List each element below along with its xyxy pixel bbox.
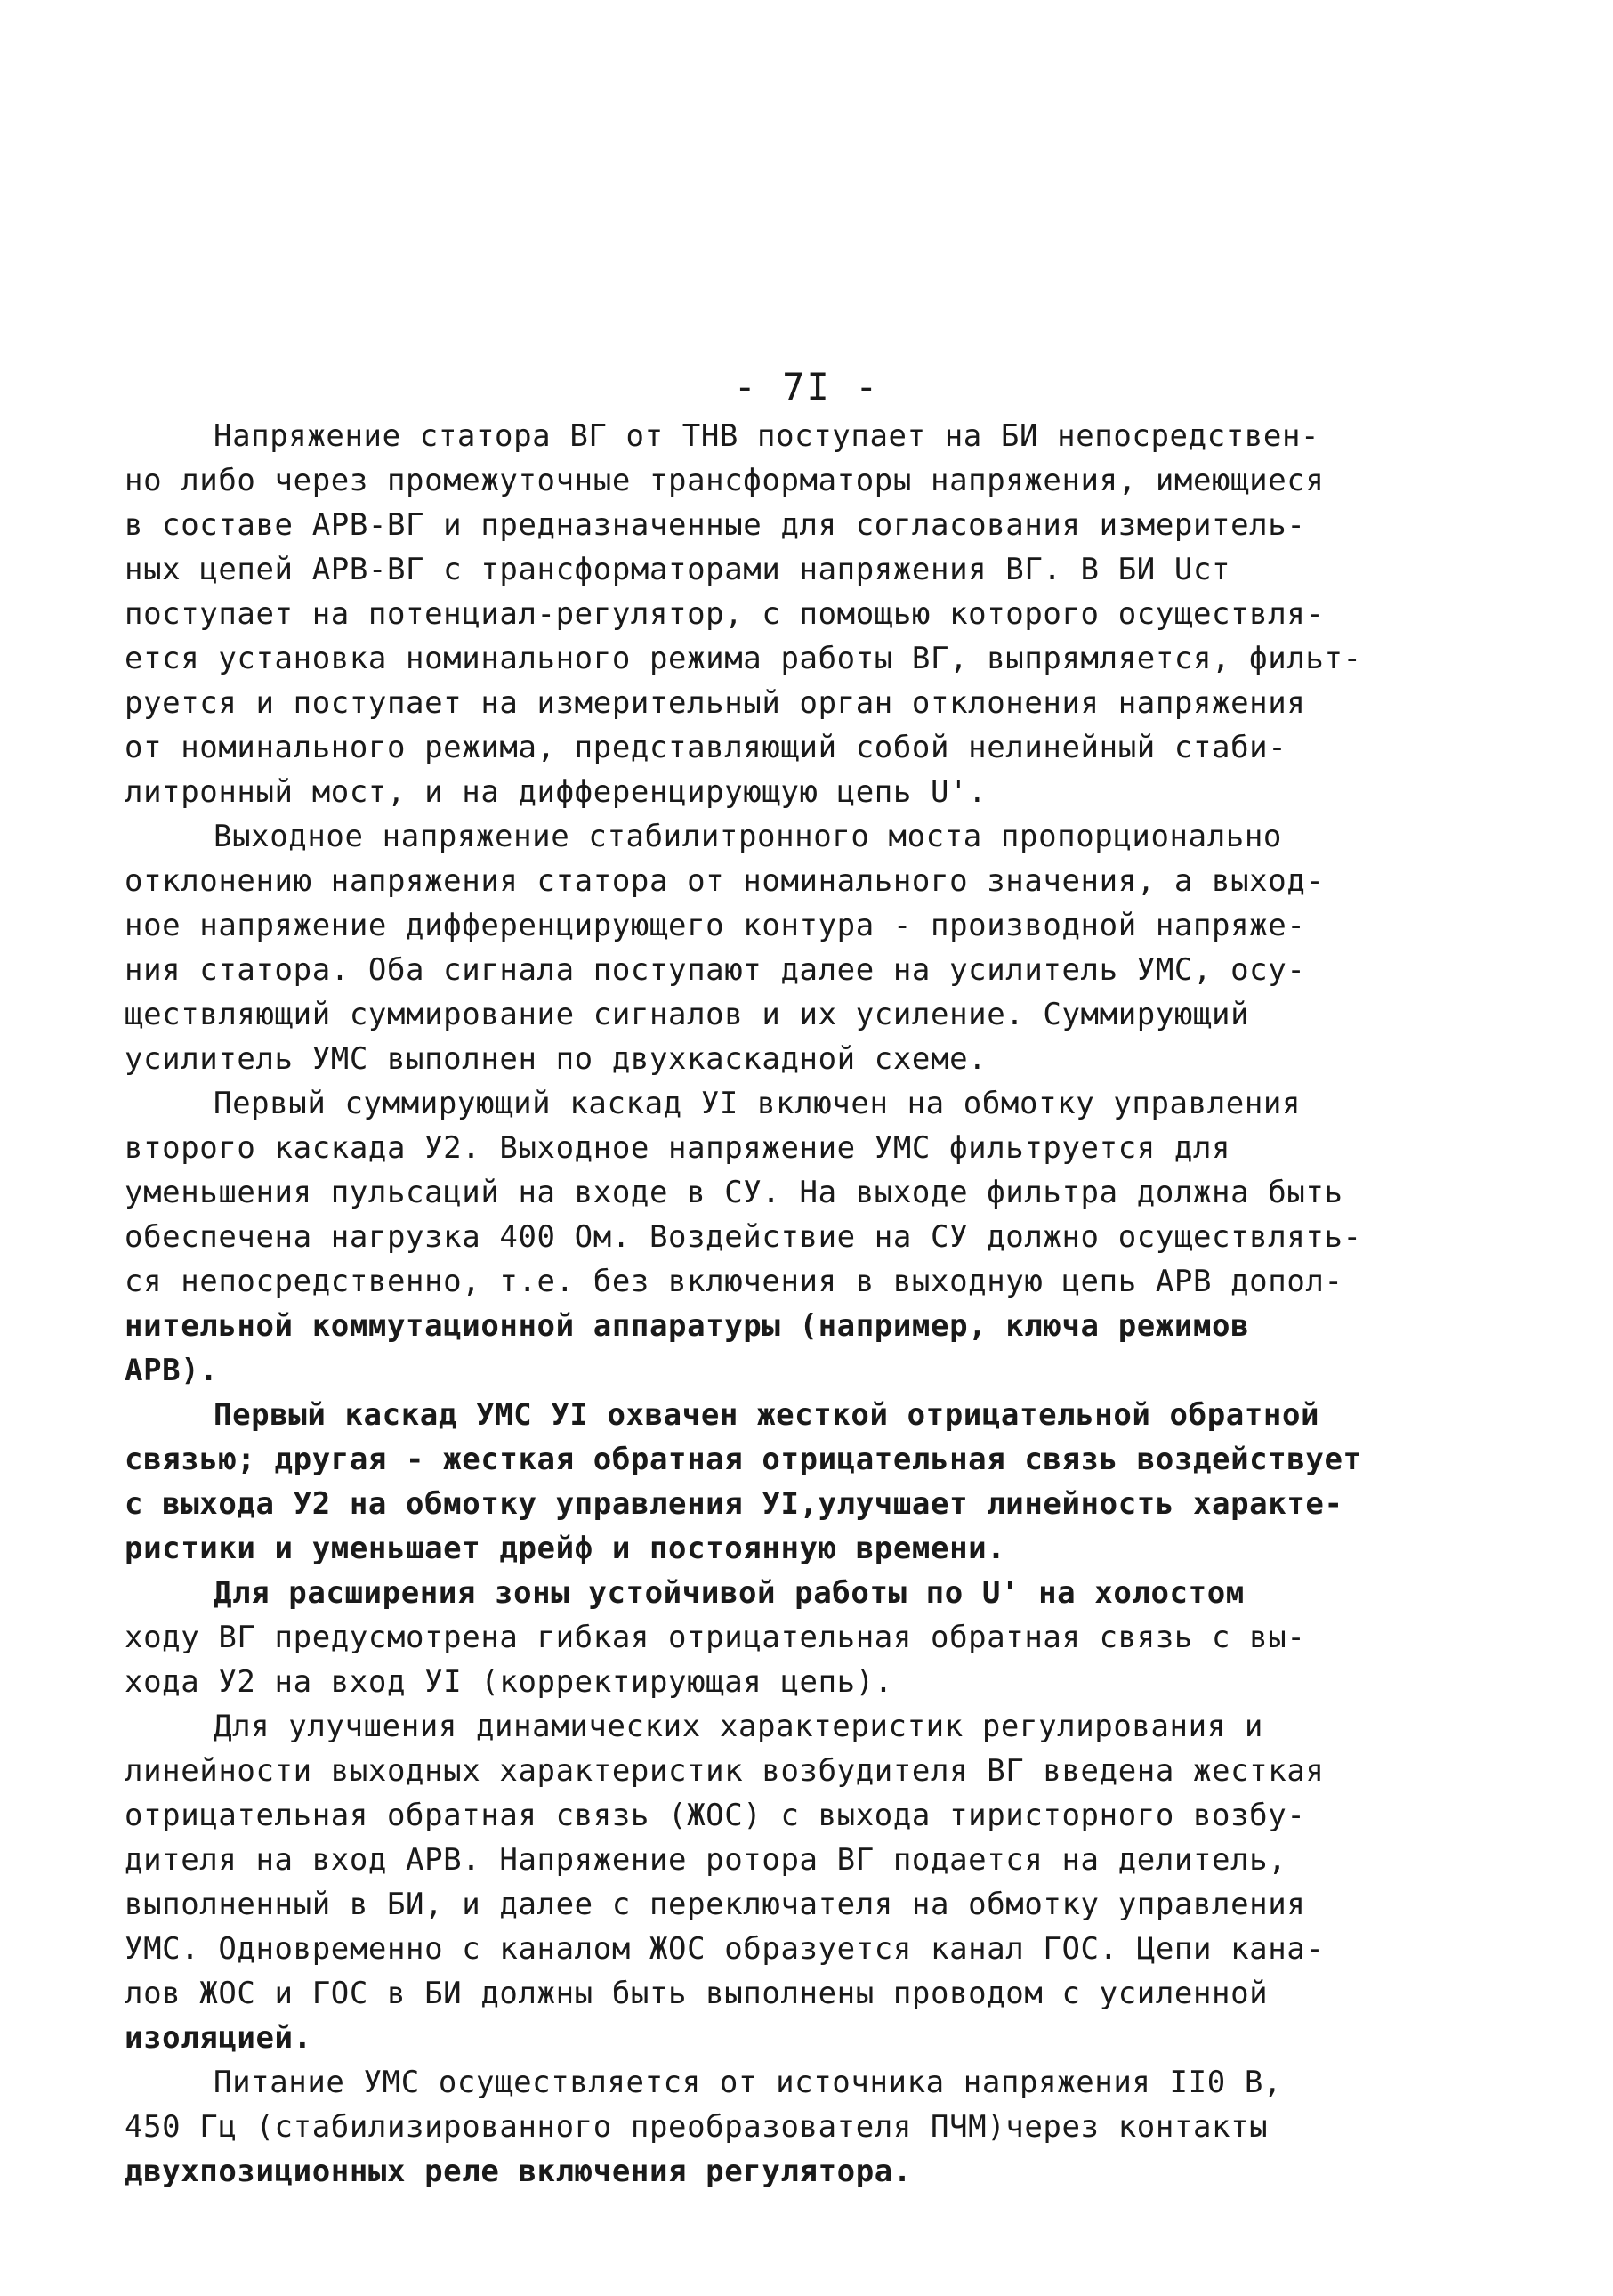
text-line: ется установка номинального режима работы ВГ, выпрямляется, фильт- xyxy=(125,641,1362,676)
document-body xyxy=(125,414,1370,2194)
text-line: обеспечена нагрузка 400 Ом. Воздействие на СУ должно осуществлять- xyxy=(125,1219,1362,1255)
text-line: ное напряжение дифференцирующего контура - производной напряже- xyxy=(125,908,1306,943)
text-line: Напряжение статора ВГ от ТНВ поступает на БИ непосредствен- xyxy=(214,418,1320,454)
text-line: Первый каскад УМС УI охвачен жесткой отрицательной обратной xyxy=(214,1397,1320,1433)
paragraph-4 xyxy=(125,1393,1370,1571)
text-line: Первый суммирующий каскад УI включен на обмотку управления xyxy=(214,1086,1302,1121)
text-line: уменьшения пульсаций на входе в СУ. На выходе фильтра должна быть xyxy=(125,1175,1343,1210)
text-line: ния статора. Оба сигнала поступают далее на усилитель УМС, осу- xyxy=(125,952,1306,988)
text-line: от номинального режима, представляющий собой нелинейный стаби- xyxy=(125,730,1287,765)
text-line: усилитель УМС выполнен по двухкаскадной схеме. xyxy=(125,1041,988,1077)
text-line: нительной коммутационной аппаратуры (например, ключа режимов xyxy=(125,1308,1250,1344)
text-line: ных цепей АРВ-ВГ с трансформаторами напряжения ВГ. В БИ Uст xyxy=(125,552,1231,587)
text-line: Для улучшения динамических характеристик регулирования и xyxy=(214,1709,1263,1744)
text-line: с выхода У2 на обмотку управления УI,улучшает линейность характе- xyxy=(125,1486,1343,1522)
text-line: АРВ). xyxy=(125,1353,219,1388)
text-line: связью; другая - жесткая обратная отрицательная связь воздействует xyxy=(125,1442,1362,1477)
text-line: ся непосредственно, т.е. без включения в выходную цепь АРВ допол- xyxy=(125,1264,1343,1299)
text-line: второго каскада У2. Выходное напряжение УМС фильтруется для xyxy=(125,1130,1231,1166)
text-line: УМС. Одновременно с каналом ЖОС образуется канал ГОС. Цепи кана- xyxy=(125,1931,1325,1967)
text-line: Питание УМС осуществляется от источника напряжения II0 В, xyxy=(214,2065,1282,2100)
text-line: дителя на вход АРВ. Напряжение ротора ВГ подается на делитель, xyxy=(125,1842,1287,1878)
text-line: в составе АРВ-ВГ и предназначенные для согласования измеритель- xyxy=(125,507,1306,543)
paragraph-2 xyxy=(125,814,1370,1081)
text-line: отклонению напряжения статора от номинального значения, а выход- xyxy=(125,863,1325,899)
text-line: руется и поступает на измерительный орган отклонения напряжения xyxy=(125,685,1306,721)
text-line: поступает на потенциал-регулятор, с помощью которого осуществля- xyxy=(125,596,1325,632)
text-line: но либо через промежуточные трансформаторы напряжения, имеющиеся xyxy=(125,463,1325,498)
text-line: литронный мост, и на дифференцирующую цепь U'. xyxy=(125,774,988,810)
text-line: хода У2 на вход УI (корректирующая цепь). xyxy=(125,1664,893,1700)
text-line: Для расширения зоны устойчивой работы по U' на холостом xyxy=(214,1575,1245,1611)
text-line: лов ЖОС и ГОС в БИ должны быть выполнены проводом с усиленной xyxy=(125,1976,1269,2011)
page-number: - 7I - xyxy=(733,365,880,408)
text-line: ристики и уменьшает дрейф и постоянную времени. xyxy=(125,1531,1006,1566)
text-line: двухпозиционных реле включения регулятора. xyxy=(125,2154,912,2189)
text-line: отрицательная обратная связь (ЖОС) с выхода тиристорного возбу- xyxy=(125,1798,1306,1833)
text-line: изоляцией. xyxy=(125,2020,312,2056)
text-line: ществляющий суммирование сигналов и их усиление. Суммирующий xyxy=(125,997,1250,1032)
paragraph-3 xyxy=(125,1081,1370,1393)
text-line: выполненный в БИ, и далее с переключателя на обмотку управления xyxy=(125,1887,1306,1922)
text-line: Выходное напряжение стабилитронного моста пропорционально xyxy=(214,819,1282,854)
text-line: 450 Гц (стабилизированного преобразователя ПЧМ)через контакты xyxy=(125,2109,1269,2145)
paragraph-6 xyxy=(125,1704,1370,2060)
text-line: ходу ВГ предусмотрена гибкая отрицательная обратная связь с вы- xyxy=(125,1620,1306,1655)
paragraph-5 xyxy=(125,1571,1370,1704)
paragraph-7 xyxy=(125,2060,1370,2194)
paragraph-1 xyxy=(125,414,1370,814)
text-line: линейности выходных характеристик возбудителя ВГ введена жесткая xyxy=(125,1753,1325,1789)
